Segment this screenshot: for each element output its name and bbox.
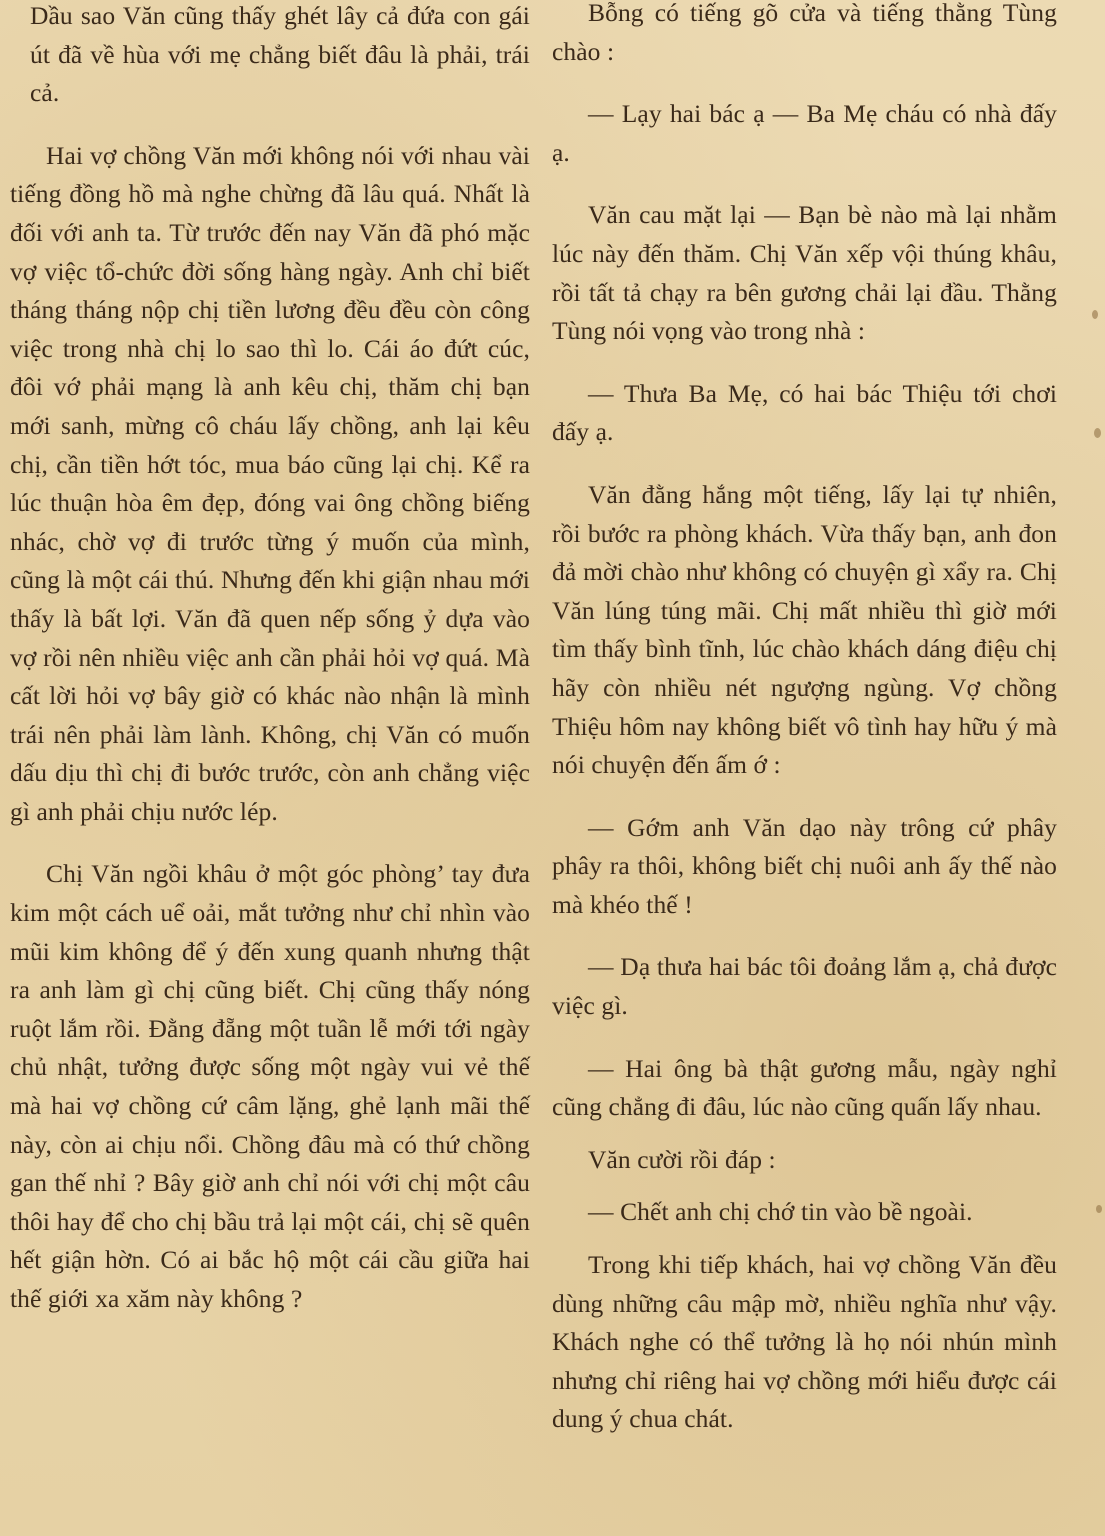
dialogue-5: — Hai ông bà thật gương mẫu, ngày nghỉ cũng chẳng đi đâu, lúc nào cũng quấn lấy nhau. xyxy=(552,1053,1057,1122)
paragraph-7: Văn cười rồi đáp : xyxy=(588,1144,776,1174)
paper-speck xyxy=(1094,428,1101,438)
paper-speck xyxy=(1096,1205,1102,1213)
dialogue-6: — Chết anh chị chớ tin vào bề ngoài. xyxy=(588,1197,973,1227)
paper-speck xyxy=(1092,310,1098,319)
dialogue-3: — Gớm anh Văn dạo này trông cứ phây phây ra thôi, không biết chị nuôi anh ấy thế nào mà khéo thế ! xyxy=(552,812,1057,919)
paragraph-3: Chị Văn ngồi khâu ở một góc phòng’ tay đưa kim một cách uể oải, mắt tưởng như chỉ nhìn vào mũi kim không để ý đến xung quanh nhưng thật ra anh làm gì chị cũng biết. Chị cũng thấy nóng ruột lắm rồi. Đằng đẵng một tuần lễ mới tới ngày chủ nhật, tưởng được sống một ngày vui vẻ thế mà hai vợ chồng cứ câm lặng, ghẻ lạnh mãi thế này, còn ai chịu nổi. Chồng đâu mà có thứ chồng gan thế nhỉ ? Bây giờ anh chỉ nói với chị một câu thôi hay để cho chị bầu trả lại một cái, chị sẽ quên hết giận hờn. Có ai bắc hộ một cái cầu giữa hai thế giới xa xăm này không ? xyxy=(10,859,530,1313)
dialogue-2: — Thưa Ba Mẹ, có hai bác Thiệu tới chơi đấy ạ. xyxy=(552,378,1057,447)
paragraph-8: Trong khi tiếp khách, hai vợ chồng Văn đều dùng những câu mập mờ, nhiều nghĩa như vậy. Khách nghe có thể tưởng là họ nói nhún mình nhưng chỉ riêng hai vợ chồng mới hiểu được cái dung ý chua chát. xyxy=(552,1250,1057,1434)
left-column xyxy=(10,0,530,1319)
paragraph-2: Hai vợ chồng Văn mới không nói với nhau vài tiếng đồng hồ mà nghe chừng đã lâu quá. Nhất là đối với anh ta. Từ trước đến nay Văn đã phó mặc vợ việc tổ-chức đời sống hàng ngày. Anh chỉ biết tháng tháng nộp chị tiền lương đều đều còn công việc trong nhà chị lo sao thì lo. Cái áo đứt cúc, đôi vớ phải mạng là anh kêu chị, thăm chị bạn mới sanh, mừng cô cháu lấy chồng, anh lại kêu chị, cần tiền hớt tóc, mua báo cũng lại chị. Kể ra lúc thuận hòa êm đẹp, đóng vai ông chồng biếng nhác, chờ vợ đi trước từng ý muốn của mình, cũng là một cái thú. Nhưng đến khi giận nhau mới thấy là bất lợi. Văn đã quen nếp sống ỷ dựa vào vợ rồi nên nhiều việc anh cần phải hỏi vợ quá. Mà cất lời hỏi vợ bây giờ có khác nào nhận là mình trái nên phải làm lành. Không, chị Văn có muốn dấu dịu thì chị đi bước trước, còn anh chẳng việc gì anh phải chịu nước lép. xyxy=(10,140,530,826)
paragraph-1: Dầu sao Văn cũng thấy ghét lây cả đứa con gái út đã về hùa với mẹ chẳng biết đâu là phải, trái cả. xyxy=(30,1,530,108)
paragraph-4: Bỗng có tiếng gõ cửa và tiếng thằng Tùng chào : xyxy=(552,0,1057,66)
dialogue-1: — Lạy hai bác ạ — Ba Mẹ cháu có nhà đấy ạ. xyxy=(552,99,1057,167)
dialogue-4: — Dạ thưa hai bác tôi đoảng lắm ạ, chả được việc gì. xyxy=(552,952,1057,1021)
paragraph-5: Văn cau mặt lại — Bạn bè nào mà lại nhằm lúc này đến thăm. Chị Văn xếp vội thúng khâu, rồi tất tả chạy ra bên gương chải lại đầu. Thằng Tùng nói vọng vào trong nhà : xyxy=(552,200,1057,346)
right-column xyxy=(552,0,1057,1439)
paragraph-6: Văn đằng hắng một tiếng, lấy lại tự nhiên, rồi bước ra phòng khách. Vừa thấy bạn, anh đon đả mời chào như không có chuyện gì xẩy ra. Chị Văn lúng túng mãi. Chị mất nhiều thì giờ mới tìm thấy bình tĩnh, lúc chào khách dáng điệu chị hãy còn nhiều nét ngượng ngùng. Vợ chồng Thiệu hôm nay không biết vô tình hay hữu ý mà nói chuyện đến ấm ớ : xyxy=(552,479,1057,780)
